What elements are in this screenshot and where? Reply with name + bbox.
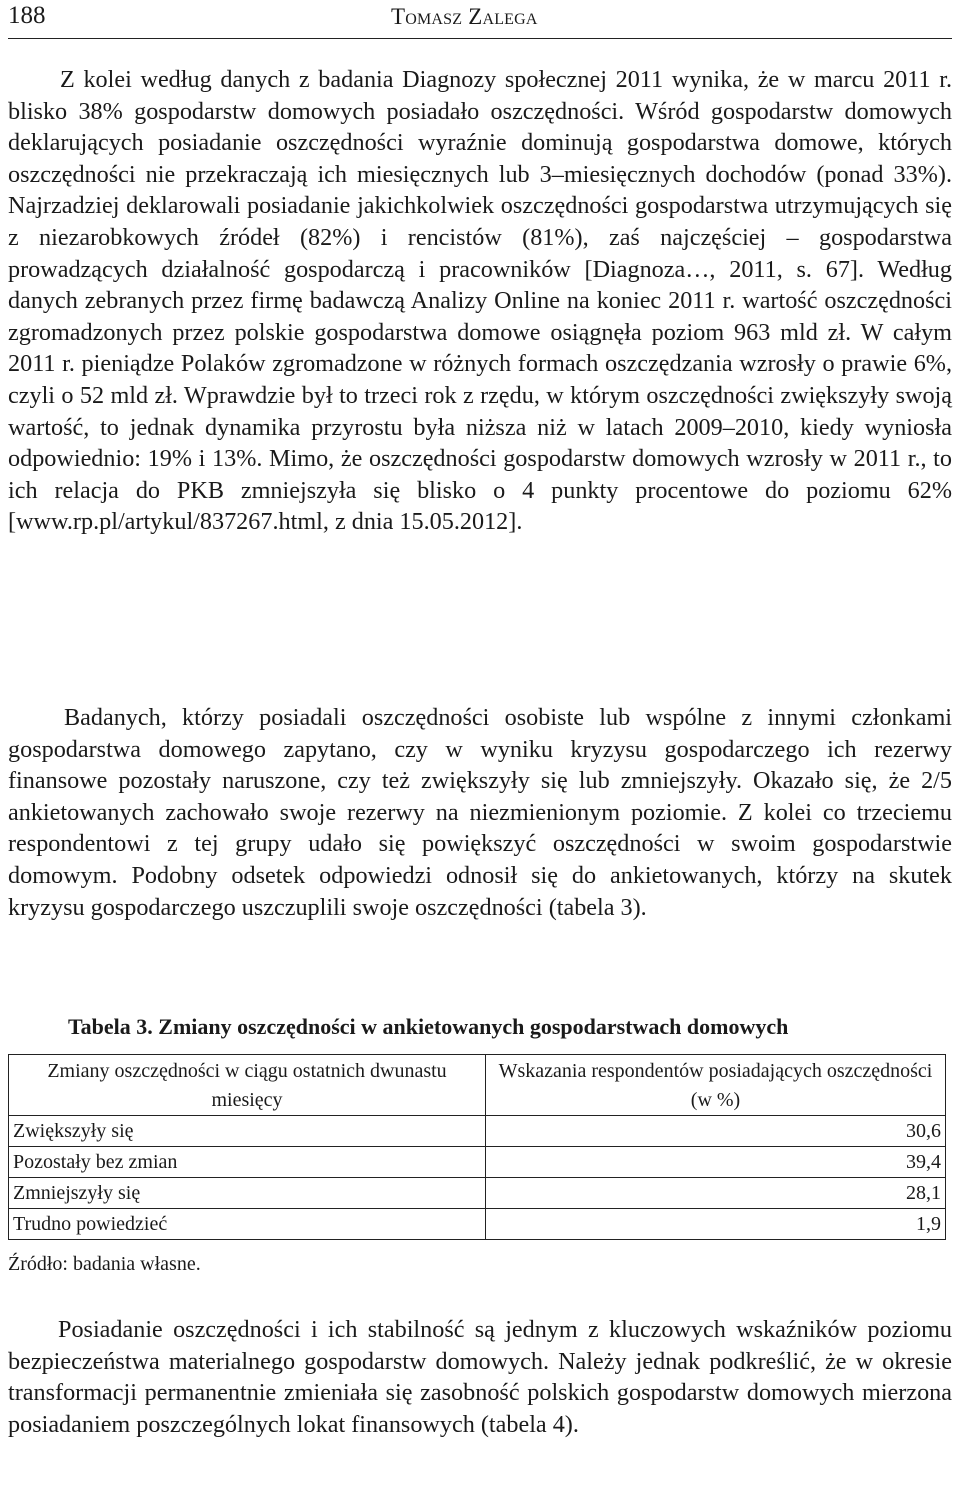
page-number: 188 [8, 2, 46, 29]
table-source-note: Źródło: badania własne. [8, 1253, 201, 1275]
row-label: Zmniejszyły się [9, 1178, 486, 1209]
savings-changes-table [8, 1054, 946, 1240]
paragraph-survey: Badanych, którzy posiadali oszczędności osobiste lub wspólne z innymi członkami gospodarstwa domowego zapytano, czy w wyniku kryzysu gospodarczego ich rezerwy finansowe pozostały naruszone, czy też zwiększyły się lub zmniejszyły. Okazało się, że 2/5 ankietowanych zachowało swoje rezerwy na niezmienionym poziomie. Z kolei co trzeciemu respondentowi z tej grupy udało się powiększyć oszczędności w swoim gospodarstwie domowym. Podobny odsetek odpowiedzi odnosił się do ankietowanych, którzy na skutek kryzysu gospodarczego uszczuplili swoje oszczędności (tabela 3). [8, 704, 952, 921]
row-value: 28,1 [486, 1178, 946, 1209]
page-header [8, 0, 952, 39]
row-label: Trudno powiedzieć [9, 1209, 486, 1240]
table-row [9, 1209, 946, 1240]
table-header-row [9, 1055, 946, 1116]
row-value: 30,6 [486, 1116, 946, 1147]
paragraph-conclusion: Posiadanie oszczędności i ich stabilność są jednym z kluczowych wskaźników poziomu bezpieczeństwa materialnego gospodarstw domowych. Należy jednak podkreślić, że w okresie transformacji permanentnie zmieniała się zasobność polskich gospodarstw domowych mierzona posiadaniem poszczególnych lokat finansowych (tabela 4). [8, 1316, 952, 1438]
row-value: 1,9 [486, 1209, 946, 1240]
row-label: Zwiększyły się [9, 1116, 486, 1147]
row-value: 39,4 [486, 1147, 946, 1178]
table-header-changes: Zmiany oszczędności w ciągu ostatnich dwunastu miesięcy [9, 1055, 486, 1116]
table-row [9, 1116, 946, 1147]
running-head-author: Tomasz Zalega [391, 4, 538, 29]
paragraph-diagnoza: Z kolei według danych z badania Diagnozy społecznej 2011 wynika, że w marcu 2011 r. blisko 38% gospodarstw domowych posiadało oszczędności. Wśród gospodarstw domowych deklarujących posiadanie oszczędności wyraźnie dominują gospodarstwa domowe, których oszczędności nie przekraczają ich miesięcznych lub 3–miesięcznych dochodów (ponad 33%). Najrzadziej deklarowali posiadanie jakichkolwiek oszczędności gospodarstwa utrzymujących się z niezarobkowych źródeł (82%) i rencistów (81%), zaś najczęściej – gospodarstwa prowadzących działalność gospodarczą i pracowników [Diagnoza…, 2011, s. 67]. Według danych zebranych przez firmę badawczą Analizy Online na koniec 2011 r. wartość oszczędności zgromadzonych przez polskie gospodarstwa domowe osiągnęła poziom 963 mld zł. W całym 2011 r. pieniądze Polaków zgromadzone w różnych formach oszczędzania wzrosły o prawie 6%, czyli o 52 mld zł. Wprawdzie był to trzeci rok z rzędu, w którym oszczędności zwiększyły swoją wartość, to jednak dynamika przyrostu była niższa niż w latach 2009–2010, kiedy wyniosła odpowiednio: 19% i 13%. Mimo, że oszczędności gospodarstw domowych wzrosły w 2011 r., to ich relacja do PKB zmniejszyła się blisko o 4 punkty procentowe do poziomu 62% [www.rp.pl/artykul/837267.html, z dnia 15.05.2012]. [8, 66, 952, 536]
row-label: Pozostały bez zmian [9, 1147, 486, 1178]
table-row [9, 1147, 946, 1178]
table-title: Tabela 3. Zmiany oszczędności w ankietowanych gospodarstwach domowych [68, 1014, 789, 1039]
table-header-indications: Wskazania respondentów posiadających oszczędności (w %) [486, 1055, 946, 1116]
table-row [9, 1178, 946, 1209]
